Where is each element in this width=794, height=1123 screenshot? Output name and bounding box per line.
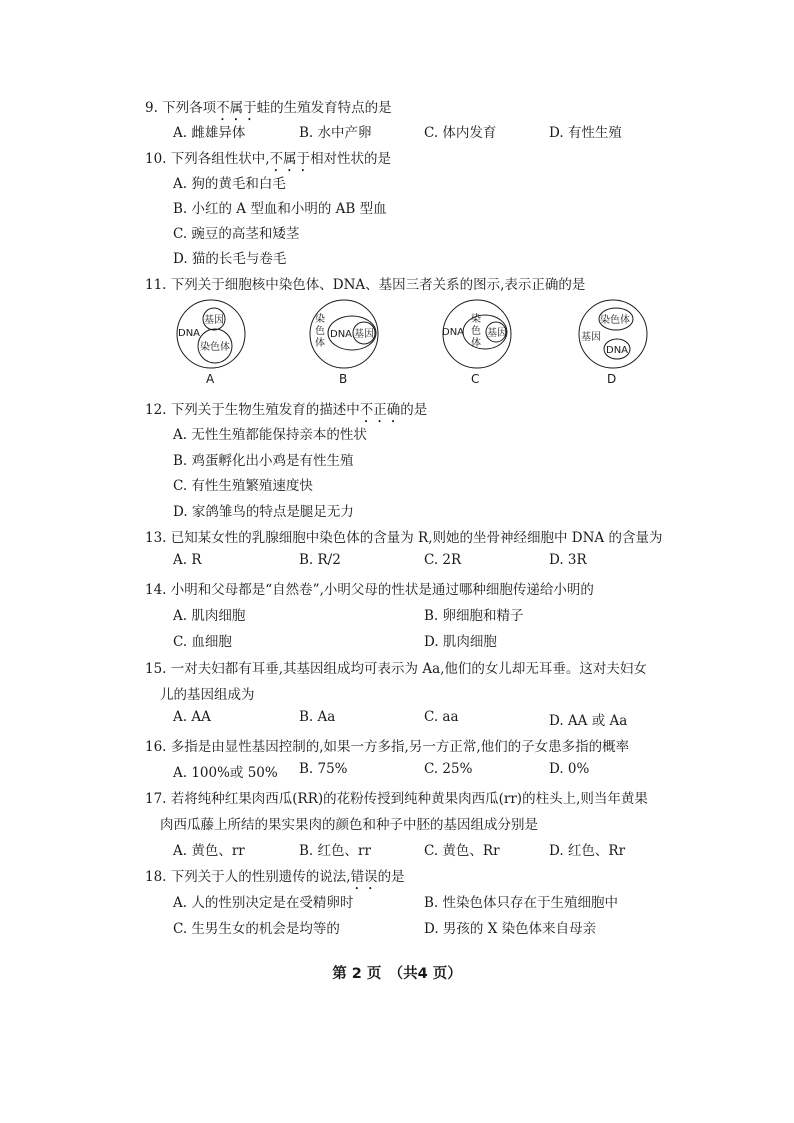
q17-option-a: A. 黄色、rr	[173, 843, 245, 859]
diagram-c-chrom-2: 色	[471, 326, 481, 337]
q14-option-b: B. 卵细胞和精子	[424, 608, 524, 624]
q17-option-b: B. 红色、rr	[299, 843, 371, 859]
q12-option-b: B. 鸡蛋孵化出小鸡是有性生殖	[173, 453, 354, 469]
page-footer: 第 2 页 （共4 页）	[332, 966, 462, 982]
q18-option-c: C. 生男生女的机会是均等的	[173, 921, 340, 937]
q10-option-b: B. 小红的 A 型血和小明的 AB 型血	[173, 201, 387, 217]
diagram-b-chrom-2: 色	[315, 326, 325, 337]
q14-option-d: D. 肌肉细胞	[424, 634, 497, 650]
q17-option-d: D. 红色、Rr	[549, 843, 626, 859]
q15-option-b: B. Aa	[299, 709, 336, 725]
q13-option-c: C. 2R	[424, 552, 462, 568]
q9-option-a: A. 雌雄异体	[173, 125, 246, 141]
q16-option-a: A. 100%或 50%	[173, 765, 278, 781]
diagram-b	[306, 298, 382, 374]
q14-option-c: C. 血细胞	[173, 634, 232, 650]
q18-option-a: A. 人的性别决定是在受精卵时	[173, 895, 354, 911]
diagram-b-dna: DNA	[330, 329, 353, 340]
diagram-c-chrom-1: 染	[471, 314, 481, 325]
question-15-stem: 15. 一对夫妇都有耳垂,其基因组成均可表示为 Aa,他们的女儿却无耳垂。这对夫妇女	[145, 661, 647, 677]
question-13-stem: 13. 已知某女性的乳腺细胞中染色体的含量为 R,则她的坐骨神经细胞中 DNA 的含量为	[145, 530, 663, 546]
q10-text-end: 相对性状的是	[310, 151, 392, 167]
q9-text: 9. 下列各项	[145, 100, 217, 116]
q9-option-d: D. 有性生殖	[549, 125, 622, 141]
q18-emphasis: 错误	[350, 869, 378, 885]
q16-option-d: D. 0%	[549, 761, 590, 777]
q18-option-d: D. 男孩的 X 染色体来自母亲	[424, 921, 597, 937]
q10-option-c: C. 豌豆的高茎和矮茎	[173, 226, 300, 242]
diagram-a	[173, 298, 249, 374]
q9-option-c: C. 体内发育	[424, 125, 497, 141]
q15-option-a: A. AA	[173, 709, 211, 725]
diagram-a-chromosome: 染色体	[200, 342, 230, 353]
q18-text-end: 的是	[377, 869, 405, 885]
q9-text-end: 蛙的生殖发育特点的是	[256, 100, 392, 116]
q14-option-a: A. 肌肉细胞	[173, 608, 246, 624]
q12-option-d: D. 家鸽雏鸟的特点是腿足无力	[173, 504, 354, 520]
q13-option-d: D. 3R	[549, 552, 587, 568]
question-11-stem: 11. 下列关于细胞核中染色体、DNA、基因三者关系的图示,表示正确的是	[145, 277, 586, 293]
diagram-b-gene: 基因	[354, 329, 374, 340]
diagram-c-gene: 基因	[487, 328, 507, 339]
question-16-stem: 16. 多指是由显性基因控制的,如果一方多指,另一方正常,他们的子女患多指的概率	[145, 739, 630, 755]
q10-option-d: D. 猫的长毛与卷毛	[173, 251, 287, 267]
diagram-a-dna: DNA	[178, 328, 201, 339]
diagram-c-chrom-3: 体	[471, 338, 481, 349]
diagram-d-chromosome: 染色体	[600, 315, 630, 326]
q16-option-c: C. 25%	[424, 761, 473, 777]
diagram-c-dna: DNA	[442, 327, 465, 338]
question-10-stem	[145, 147, 391, 175]
question-12-stem	[145, 398, 427, 426]
q16-option-b: B. 75%	[299, 761, 348, 777]
q12-text: 12. 下列关于生物生殖发育的描述中	[145, 402, 360, 418]
diagram-d-gene: 基因	[581, 332, 601, 343]
question-17-stem: 17. 若将纯种红果肉西瓜(RR)的花粉传授到纯种黄果肉西瓜(rr)的柱头上,则当年黄果	[145, 791, 648, 807]
question-17-stem-line2: 肉西瓜藤上所结的果实果肉的颜色和种子中胚的基因组成分别是	[160, 817, 538, 833]
diagram-c	[439, 298, 515, 374]
q18-text: 18. 下列关于人的性别遗传的说法,	[145, 869, 351, 885]
q9-emphasis: 不属于	[216, 100, 257, 116]
question-18-stem	[145, 865, 405, 893]
diagram-a-gene: 基因	[204, 315, 224, 326]
q9-option-b: B. 水中产卵	[299, 125, 372, 141]
q12-option-c: C. 有性生殖繁殖速度快	[173, 478, 313, 494]
diagram-d	[575, 298, 651, 374]
question-9-stem	[145, 96, 392, 124]
q10-emphasis: 不属于	[269, 151, 311, 167]
q12-emphasis: 不正确	[359, 402, 401, 418]
q17-option-c: C. 黄色、Rr	[424, 843, 500, 859]
question-14-stem: 14. 小明和父母都是“自然卷”,小明父母的性状是通过哪种细胞传递给小明的	[145, 582, 594, 598]
diagram-d-dna: DNA	[606, 345, 629, 356]
q12-text-end: 的是	[400, 402, 428, 418]
question-15-stem-line2: 儿的基因组成为	[160, 687, 255, 703]
diagram-a-label: A	[206, 372, 215, 386]
q12-option-a: A. 无性生殖都能保持亲本的性状	[173, 427, 367, 443]
q15-option-d: D. AA 或 Aa	[549, 713, 628, 729]
q18-option-b: B. 性染色体只存在于生殖细胞中	[424, 895, 619, 911]
diagram-c-label: C	[471, 372, 480, 386]
q13-option-a: A. R	[173, 552, 202, 568]
q10-text: 10. 下列各组性状中,	[145, 151, 270, 167]
diagram-b-chrom-3: 体	[315, 338, 325, 349]
q15-option-c: C. aa	[424, 709, 459, 725]
diagram-b-label: B	[339, 372, 348, 386]
q10-option-a: A. 狗的黄毛和白毛	[173, 176, 286, 192]
diagram-b-chrom-1: 染	[315, 314, 325, 325]
diagram-d-label: D	[607, 372, 617, 386]
q13-option-b: B. R/2	[299, 552, 341, 568]
